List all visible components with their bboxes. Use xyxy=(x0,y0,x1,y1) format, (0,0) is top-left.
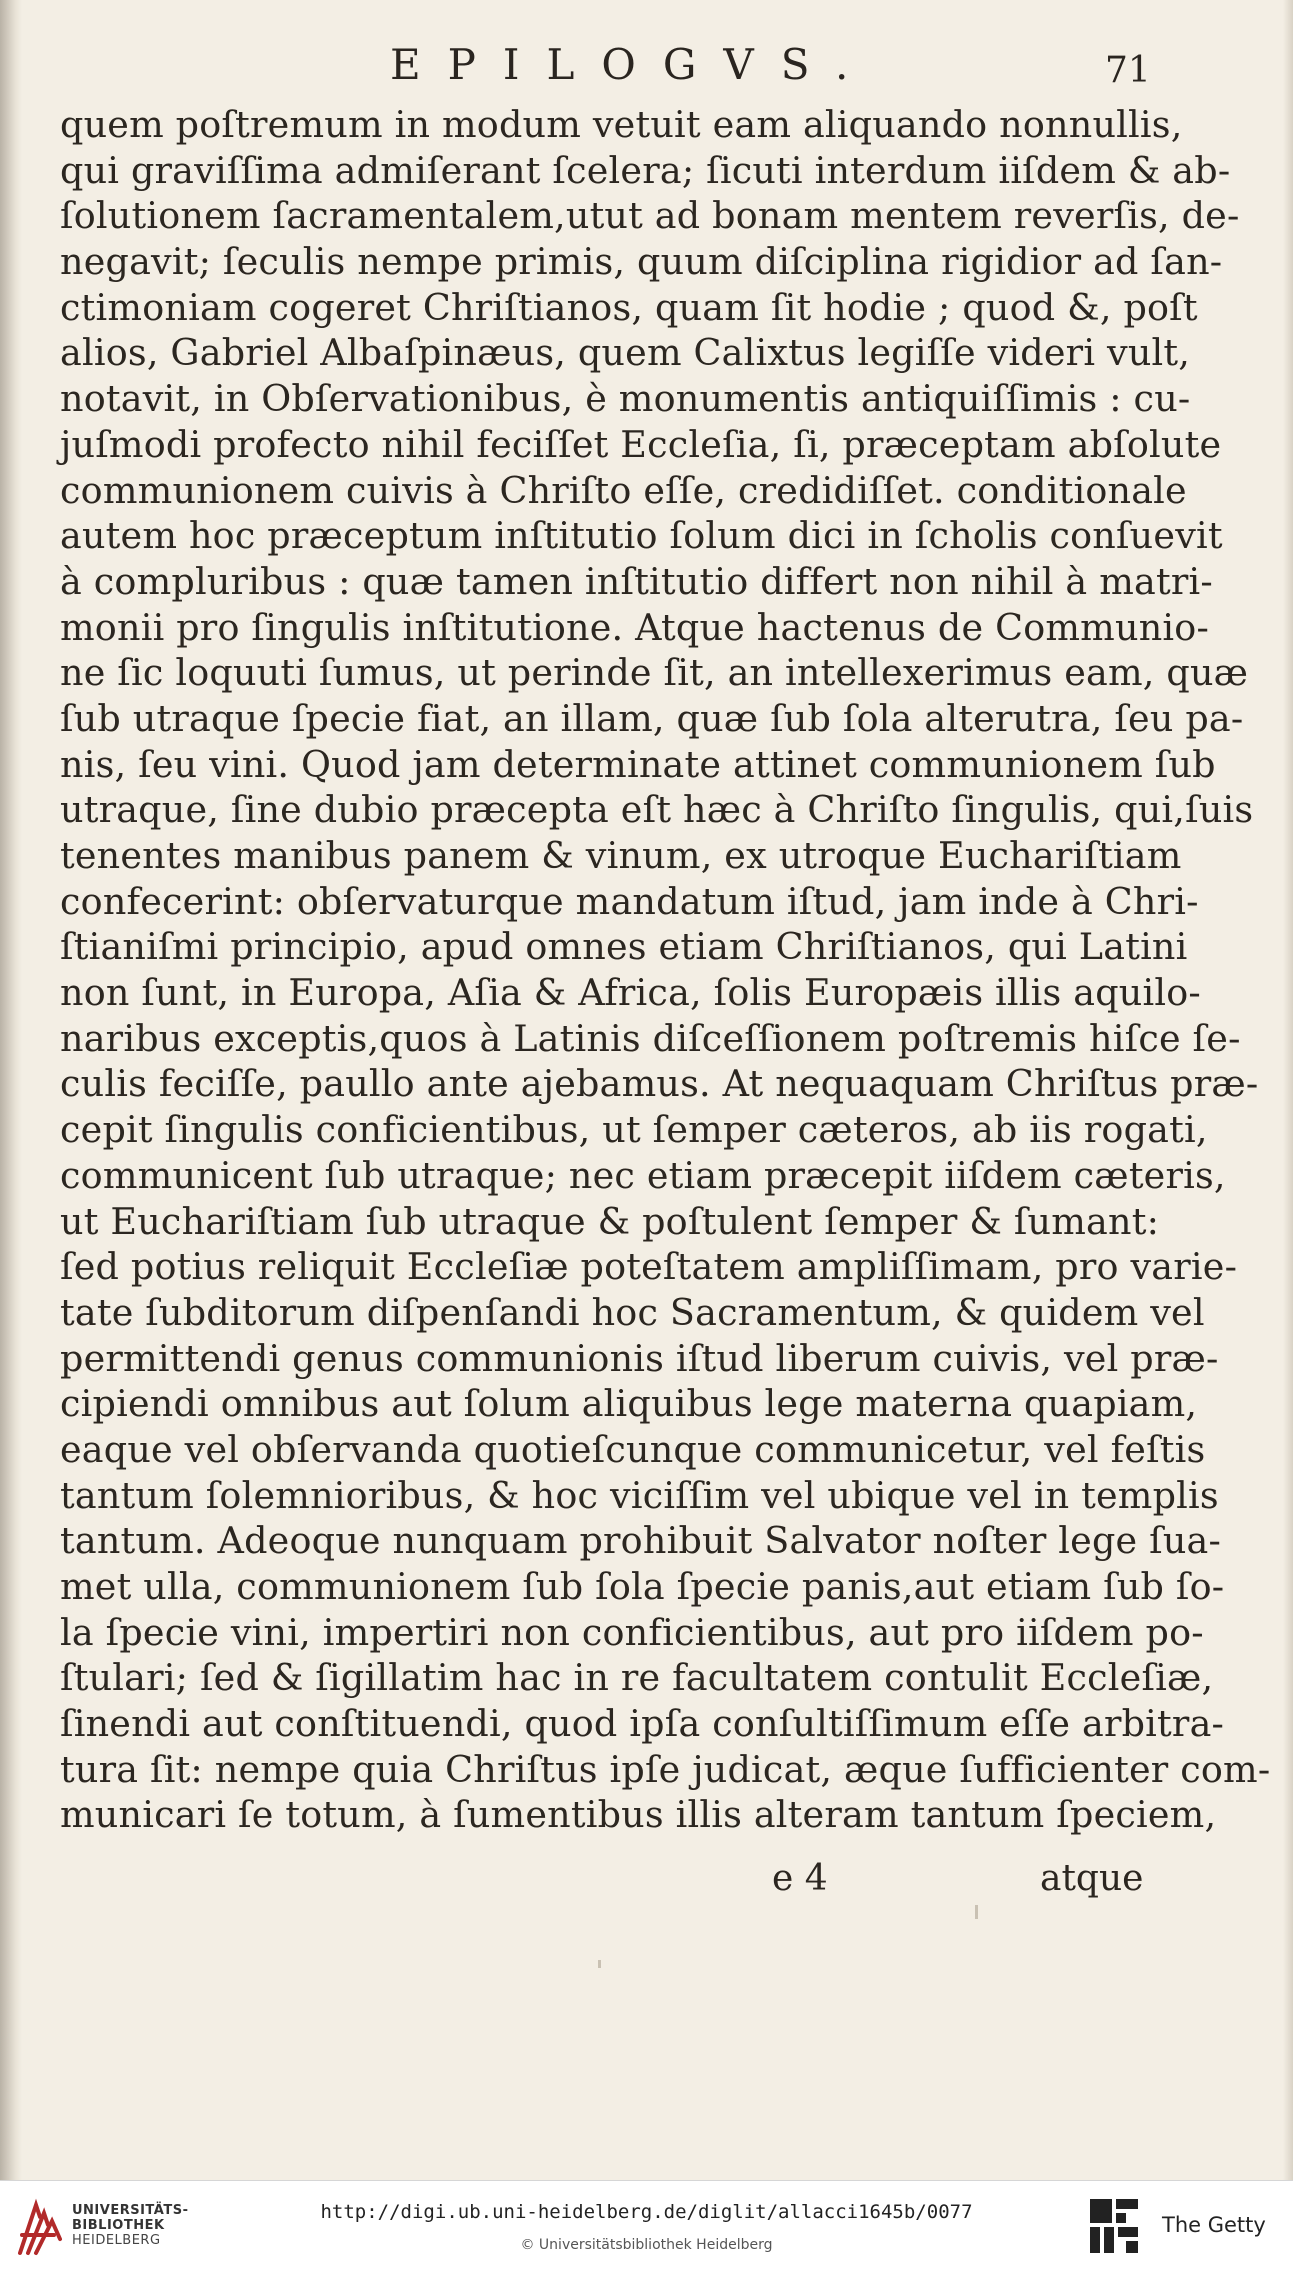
catchword: atque xyxy=(1040,1858,1144,1899)
text-line: notavit, in Obſervationibus, è monumentis antiquiſſimis : cu- xyxy=(60,377,1191,421)
text-line: confecerint: obſervaturque mandatum iſtud, jam inde à Chri- xyxy=(60,879,1199,923)
text-line: culis feciſſe, paullo ante ajebamus. At nequaquam Chriſtus præ- xyxy=(60,1062,1259,1106)
text-line: tantum ſolemnioribus, & hoc viciſſim vel ubique vel in templis xyxy=(60,1473,1219,1517)
page-number: 71 xyxy=(1105,50,1151,91)
library-name-line: UNIVERSITÄTS- xyxy=(72,2203,189,2218)
text-line: alios, Gabriel Albaſpinæus, quem Calixtus legiſſe videri vult, xyxy=(60,331,1191,375)
page-footer xyxy=(0,1858,1293,1908)
getty-logo-icon[interactable] xyxy=(1088,2197,1140,2257)
text-line: naribus exceptis,quos à Latinis diſceſſionem poſtremis hiſce ſe- xyxy=(60,1016,1241,1060)
text-line: utraque, ſine dubio præcepta eſt hæc à Chriſto ſingulis, qui,ſuis xyxy=(60,788,1254,832)
text-line: tate ſubditorum diſpenſandi hoc Sacramentum, & quidem vel xyxy=(60,1290,1205,1334)
text-line: permittendi genus communionis iſtud liberum cuivis, vel præ- xyxy=(60,1336,1219,1380)
text-line: juſmodi profecto nihil feciſſet Eccleſia, ſi, præceptam abſolute xyxy=(60,422,1222,466)
text-line: non ſunt, in Europa, Aſia & Africa, ſolis Europæis illis aquilo- xyxy=(60,971,1201,1015)
viewer-footer-bar xyxy=(0,2180,1293,2273)
text-line: autem hoc præceptum inſtitutio ſolum dici in ſcholis conſuevit xyxy=(60,514,1223,558)
text-line: qui graviſſima admiſerant ſcelera; ſicuti interdum iiſdem & ab- xyxy=(60,148,1231,192)
running-head xyxy=(0,40,1293,100)
text-line: ut Euchariſtiam ſub utraque & poſtulent ſemper & ſumant: xyxy=(60,1199,1160,1243)
signature-mark: e 4 xyxy=(772,1858,828,1899)
text-line: communicent ſub utraque; nec etiam præcepit iiſdem cæteris, xyxy=(60,1153,1226,1197)
text-line: municari ſe totum, à ſumentibus illis alteram tantum ſpeciem, xyxy=(60,1793,1217,1837)
text-line: ſub utraque ſpecie fiat, an illam, quæ ſub ſola alterutra, ſeu pa- xyxy=(60,696,1244,740)
permalink-url[interactable]: http://digi.ub.uni-heidelberg.de/diglit/allacci1645b/0077 xyxy=(320,2201,973,2223)
text-line: ſtulari; ſed & ſigillatim hac in re facultatem contulit Eccleſiæ, xyxy=(60,1656,1214,1700)
text-line: ſed potius reliquit Eccleſiæ poteſtatem ampliſſimam, pro varie- xyxy=(60,1245,1238,1289)
body-text xyxy=(60,102,1271,1838)
text-line: nis, ſeu vini. Quod jam determinate attinet communionem ſub xyxy=(60,742,1216,786)
text-line: ne ſic loquuti ſumus, ut perinde ſit, an intellexerimus eam, quæ xyxy=(60,651,1249,695)
text-line: la ſpecie vini, impertiri non conficientibus, aut pro iiſdem po- xyxy=(60,1610,1204,1654)
text-line: negavit; ſeculis nempe primis, quum diſciplina rigidior ad ſan- xyxy=(60,240,1223,284)
library-name-line: HEIDELBERG xyxy=(72,2233,161,2248)
text-line: ſolutionem ſacramentalem,utut ad bonam mentem reverſis, de- xyxy=(60,194,1240,238)
partner-name[interactable]: The Getty xyxy=(1162,2213,1266,2237)
text-line: tenentes manibus panem & vinum, ex utroque Euchariſtiam xyxy=(60,834,1182,877)
text-line: monii pro ſingulis inſtitutione. Atque hactenus de Communio- xyxy=(60,605,1209,649)
text-line: ſtianiſmi principio, apud omnes etiam Chriſtianos, qui Latini xyxy=(60,925,1188,969)
text-line: ſinendi aut conſtituendi, quod ipſa conſultiſſimum eſſe arbitra- xyxy=(60,1702,1225,1746)
running-title: EPILOGVS. xyxy=(390,40,876,89)
page-edge xyxy=(1283,0,1293,2180)
text-line: ctimoniam cogeret Chriſtianos, quam ſit hodie ; quod &, poſt xyxy=(60,285,1198,329)
text-line: communionem cuivis à Chriſto eſſe, credidiſſet. conditionale xyxy=(60,468,1187,512)
library-name-line: BIBLIOTHEK xyxy=(72,2218,165,2233)
text-line: quem poſtremum in modum vetuit eam aliquando nonnullis, xyxy=(60,103,1183,146)
paper-speck xyxy=(598,1960,601,1968)
text-line: eaque vel obſervanda quotieſcunque communicetur, vel feſtis xyxy=(60,1427,1206,1471)
text-line: tantum. Adeoque nunquam prohibuit Salvator noſter lege ſua- xyxy=(60,1519,1222,1563)
copyright-notice: © Universitätsbibliothek Heidelberg xyxy=(520,2237,773,2253)
text-line: cepit ſingulis conficientibus, ut ſemper cæteros, ab iis rogati, xyxy=(60,1108,1208,1152)
text-line: tura ſit: nempe quia Chriſtus ipſe judicat, æque ſufficienter com- xyxy=(60,1747,1271,1791)
text-line: met ulla, communionem ſub ſola ſpecie panis,aut etiam ſub ſo- xyxy=(60,1565,1225,1608)
text-line: à compluribus : quæ tamen inſtitutio differt non nihil à matri- xyxy=(60,559,1213,603)
binding-shadow xyxy=(0,0,22,2180)
paper-speck xyxy=(975,1905,978,1919)
text-line: cipiendi omnibus aut ſolum aliquibus lege materna quapiam, xyxy=(60,1382,1198,1426)
